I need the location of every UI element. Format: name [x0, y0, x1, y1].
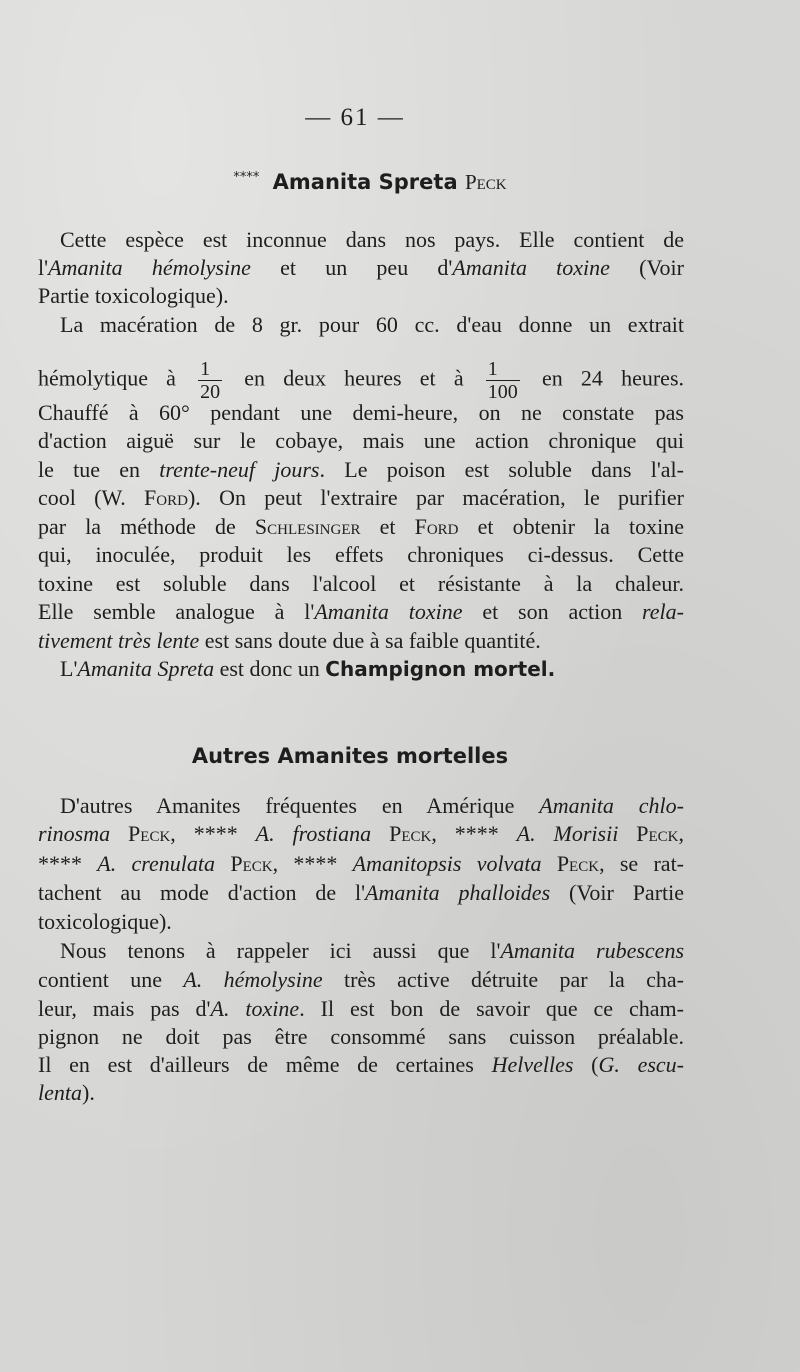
text-line: tachent au mode d'action de l'Amanita phalloides (Voir Partie: [38, 880, 685, 905]
text-line: Chauffé à 60° pendant une demi-heure, on ne constate pas: [38, 400, 684, 425]
section-title-amanita-spreta: [0, 170, 740, 195]
section-title-autres-amanites: Autres Amanites mortelles: [191, 744, 509, 768]
text-line: L'Amanita Spreta est donc un Champignon mortel.: [60, 656, 556, 681]
text-line: Cette espèce est inconnue dans nos pays. Elle contient de: [60, 227, 684, 252]
text-line: contient une A. hémolysine très active détruite par la cha-: [38, 967, 685, 992]
text-line: par la méthode de Schlesinger et Ford et obtenir la toxine: [38, 514, 684, 539]
text-line: cool (W. Ford). On peut l'extraire par macération, le purifier: [38, 485, 685, 510]
text-line: Il en est d'ailleurs de même de certaines Helvelles (G. escu-: [38, 1052, 684, 1077]
page-number: — 61 —: [305, 104, 405, 131]
text-line: l'Amanita hémolysine et un peu d'Amanita toxine (Voir: [38, 255, 684, 280]
toxicity-stars: ****: [233, 170, 260, 185]
text-line: lenta).: [38, 1080, 95, 1105]
text-line: La macération de 8 gr. pour 60 cc. d'eau donne un extrait: [60, 312, 684, 337]
fraction: $\frac{1}{20}$: [200, 358, 221, 403]
text-line: qui, inoculée, produit les effets chroniques ci-dessus. Cette: [38, 542, 684, 567]
fraction: $\frac{1}{100}$: [487, 358, 518, 403]
text-line: hémolytique à $\frac{1}{20}$ en deux heures et à $\frac{1}{100}$ en 24 heures.: [38, 358, 684, 403]
species-name: Amanita Spreta: [272, 170, 458, 194]
text-line: **** A. crenulata Peck, **** Amanitopsis volvata Peck, se rat-: [38, 851, 685, 876]
text-line: rinosma Peck, **** A. frostiana Peck, **** A. Morisii Peck,: [38, 821, 684, 846]
species-author: Peck: [464, 170, 507, 194]
text-line: toxicologique).: [38, 909, 172, 934]
text-line: Elle semble analogue à l'Amanita toxine et son action rela-: [38, 599, 684, 624]
text-line: leur, mais pas d'A. toxine. Il est bon de savoir que ce cham-: [38, 996, 684, 1021]
text-line: pignon ne doit pas être consommé sans cuisson préalable.: [38, 1024, 684, 1049]
text-line: D'autres Amanites fréquentes en Amérique Amanita chlo-: [60, 793, 684, 818]
text-line: Partie toxicologique).: [38, 283, 229, 308]
text-line: le tue en trente-neuf jours. Le poison est soluble dans l'al-: [38, 457, 684, 482]
text-line: Nous tenons à rappeler ici aussi que l'Amanita rubescens: [60, 938, 685, 963]
text-line: tivement très lente est sans doute due à sa faible quantité.: [38, 628, 541, 653]
text-line: d'action aiguë sur le cobaye, mais une action chronique qui: [38, 428, 684, 453]
text-line: toxine est soluble dans l'alcool et résistante à la chaleur.: [38, 571, 684, 596]
